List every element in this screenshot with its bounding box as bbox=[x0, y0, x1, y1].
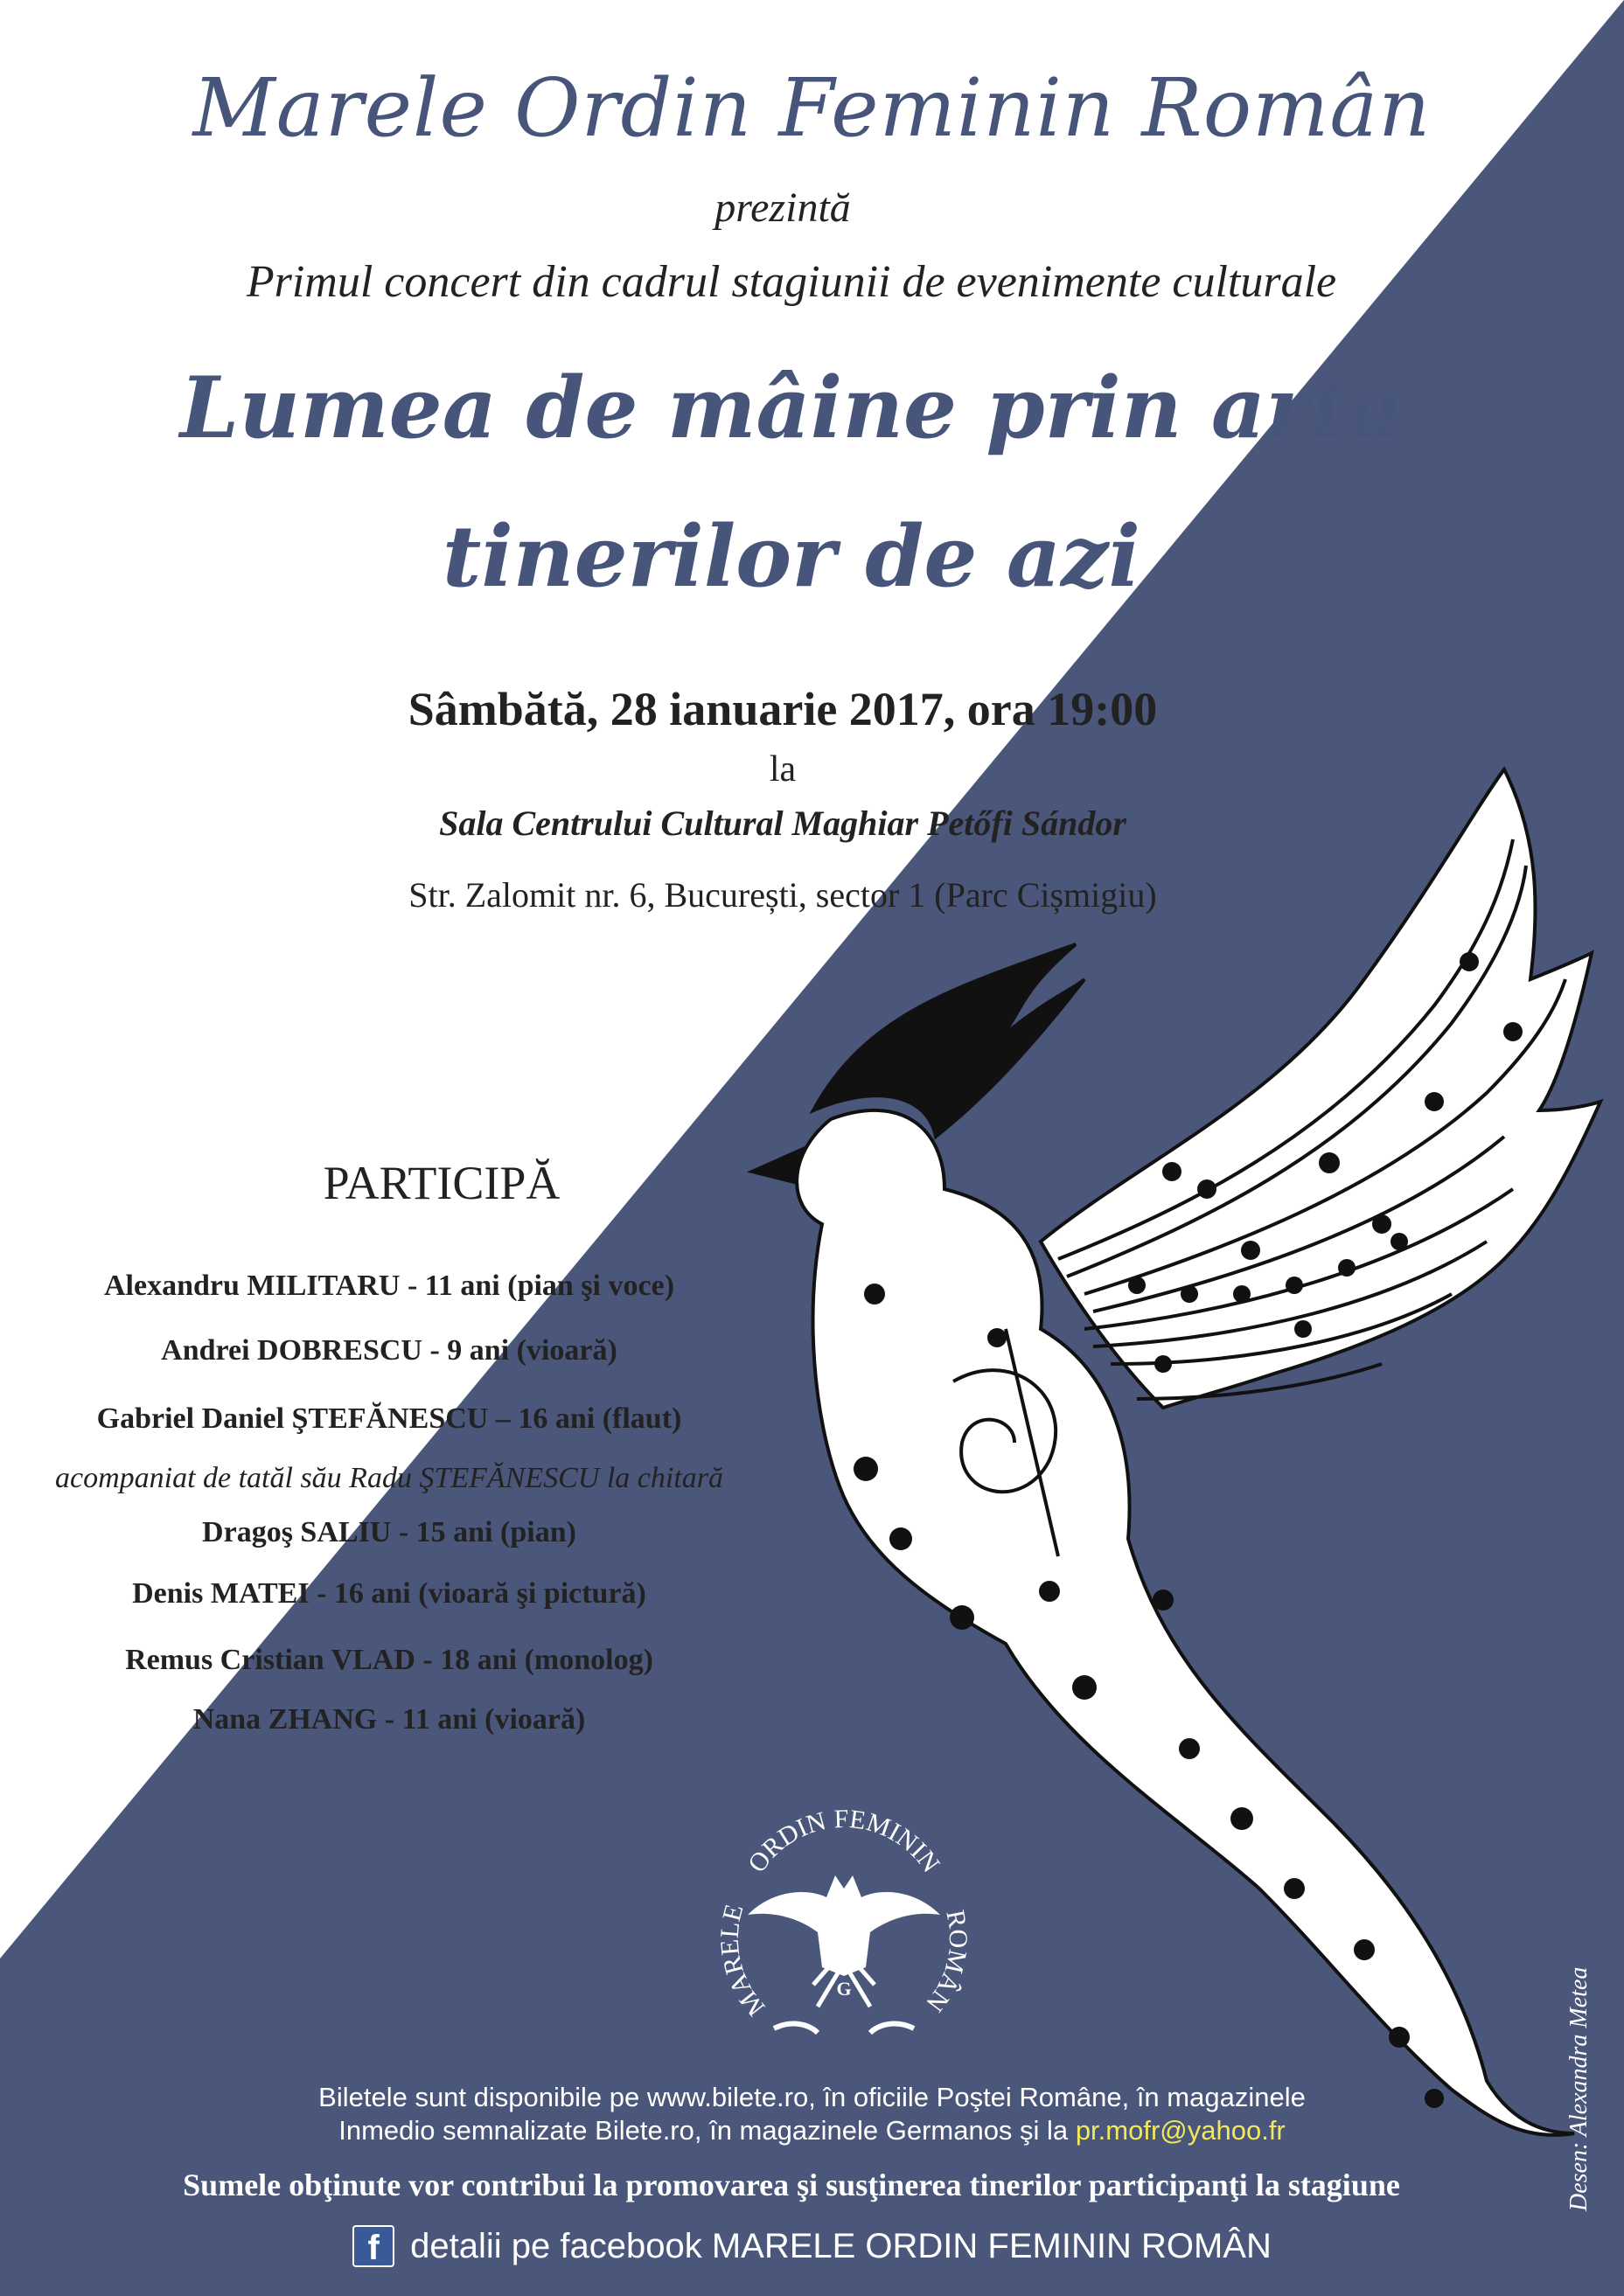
logo-ring-text bbox=[713, 1792, 975, 2055]
subtitle-text: Primul concert din cadrul stagiunii de evenimente culturale bbox=[246, 257, 1337, 307]
proceeds-text: Sumele obţinute vor contribui la promovarea şi susţinerea tinerilor participanţi la stagiune bbox=[183, 2167, 1400, 2202]
event-date-time: Sâmbătă, 28 ianuarie 2017, ora 19:00 bbox=[408, 683, 1158, 735]
participant-item: Alexandru MILITARU - 11 ani (pian şi voce) bbox=[103, 1270, 675, 1302]
organization-title: Marele Ordin Feminin Român bbox=[192, 61, 1432, 155]
presents-text: prezintă bbox=[714, 184, 851, 231]
logo-letter: G bbox=[836, 1978, 852, 2000]
facebook-icon[interactable]: f bbox=[352, 2225, 394, 2267]
participant-item: Remus Cristian VLAD - 18 ani (monolog) bbox=[125, 1644, 653, 1676]
svg-text:MARELE bbox=[715, 1902, 771, 2021]
event-venue: Sala Centrului Cultural Maghiar Petőfi Sándor bbox=[439, 804, 1126, 843]
participant-note: acompaniat de tatăl său Radu ŞTEFĂNESCU la chitară bbox=[54, 1462, 724, 1494]
svg-text:ORDIN FEMININ bbox=[742, 1805, 945, 1878]
svg-text:ROMÂN bbox=[920, 1908, 972, 2017]
concert-title-line1: Lumea de mâine prin arta bbox=[179, 358, 1404, 457]
participants-heading: PARTICIPĂ bbox=[323, 1157, 561, 1209]
concert-title-line2: tinerilor de azi bbox=[442, 507, 1141, 606]
drawing-credit-text: Desen: Alexandra Metea bbox=[1565, 1966, 1593, 2211]
participant-item: Denis MATEI - 16 ani (vioară şi pictură) bbox=[132, 1577, 646, 1610]
tickets-info bbox=[0, 2081, 1624, 2147]
participant-item: Gabriel Daniel ŞTEFĂNESCU – 16 ani (flaut) bbox=[96, 1402, 682, 1435]
event-address: Str. Zalomit nr. 6, București, sector 1 (Parc Cișmigiu) bbox=[408, 875, 1157, 915]
participant-item: Dragoş SALIU - 15 ani (pian) bbox=[202, 1516, 576, 1548]
tickets-line2: Inmedio semnalizate Bilete.ro, în magazinele Germanos şi la bbox=[338, 2115, 1069, 2146]
participant-item: Andrei DOBRESCU - 9 ani (vioară) bbox=[161, 1334, 617, 1367]
logo-ring-left: MARELE bbox=[714, 1901, 771, 2022]
tickets-line2-wrap bbox=[0, 2114, 1624, 2147]
facebook-row[interactable] bbox=[0, 2225, 1624, 2267]
tickets-line1: Biletele sunt disponibile pe www.bilete.ro, în oficiile Poştei Române, în magazinele bbox=[318, 2082, 1306, 2112]
facebook-link-text[interactable]: detalii pe facebook MARELE ORDIN FEMININ ROMÂN bbox=[410, 2226, 1272, 2265]
logo-ring-top: ORDIN FEMININ bbox=[742, 1804, 946, 1878]
participant-item: Nana ZHANG - 11 ani (vioară) bbox=[192, 1703, 586, 1736]
logo-ring-right: ROMÂN bbox=[920, 1907, 973, 2017]
contact-email-link[interactable]: pr.mofr@yahoo.fr bbox=[1075, 2115, 1286, 2146]
event-la: la bbox=[769, 749, 797, 790]
drawing-credit bbox=[1565, 1966, 1600, 2211]
